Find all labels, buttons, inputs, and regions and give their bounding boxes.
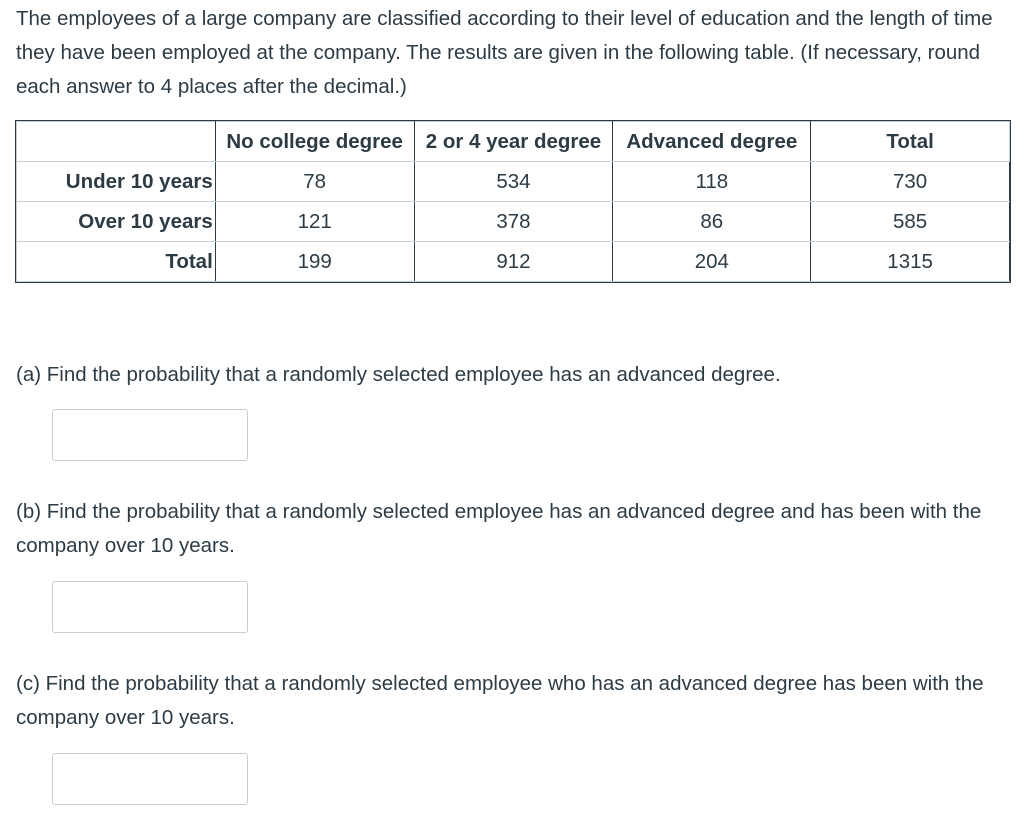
table-cell: 378 — [414, 202, 613, 242]
table-cell: 121 — [215, 202, 414, 242]
table-corner-cell — [17, 122, 216, 162]
column-header-no-college: No college degree — [215, 122, 414, 162]
row-header-total: Total — [17, 242, 216, 282]
education-table — [16, 121, 1010, 282]
table-cell: 534 — [414, 162, 613, 202]
table-cell: 1315 — [811, 242, 1010, 282]
question-c-text: (c) Find the probability that a randomly selected employee who has an advanced degree has been with the company over 10 years. — [16, 672, 984, 729]
table-cell: 78 — [215, 162, 414, 202]
table-cell: 86 — [613, 202, 811, 242]
table-cell: 199 — [215, 242, 414, 282]
answer-input-b[interactable] — [52, 581, 248, 633]
answer-input-a[interactable] — [52, 409, 248, 461]
table-cell: 118 — [613, 162, 811, 202]
question-b-text: (b) Find the probability that a randomly selected employee has an advanced degree and has been with the company over 10 years. — [16, 500, 982, 557]
table-row — [17, 162, 1010, 202]
table-header-row — [17, 122, 1010, 162]
answer-input-c[interactable] — [52, 753, 248, 805]
problem-intro: The employees of a large company are classified according to their level of education and the length of time they have been employed at the company. The results are given in the following table. (If necessary, round each answer to 4 places after the decimal.) — [16, 7, 993, 98]
row-header-over-10: Over 10 years — [17, 202, 216, 242]
table-cell: 204 — [613, 242, 811, 282]
table-row — [17, 202, 1010, 242]
table-row — [17, 242, 1010, 282]
table-cell: 585 — [811, 202, 1010, 242]
question-a-text: (a) Find the probability that a randomly selected employee has an advanced degree. — [16, 363, 781, 386]
row-header-under-10: Under 10 years — [17, 162, 216, 202]
column-header-2-or-4-year: 2 or 4 year degree — [414, 122, 613, 162]
table-cell: 912 — [414, 242, 613, 282]
column-header-total: Total — [811, 122, 1010, 162]
column-header-advanced: Advanced degree — [613, 122, 811, 162]
table-cell: 730 — [811, 162, 1010, 202]
